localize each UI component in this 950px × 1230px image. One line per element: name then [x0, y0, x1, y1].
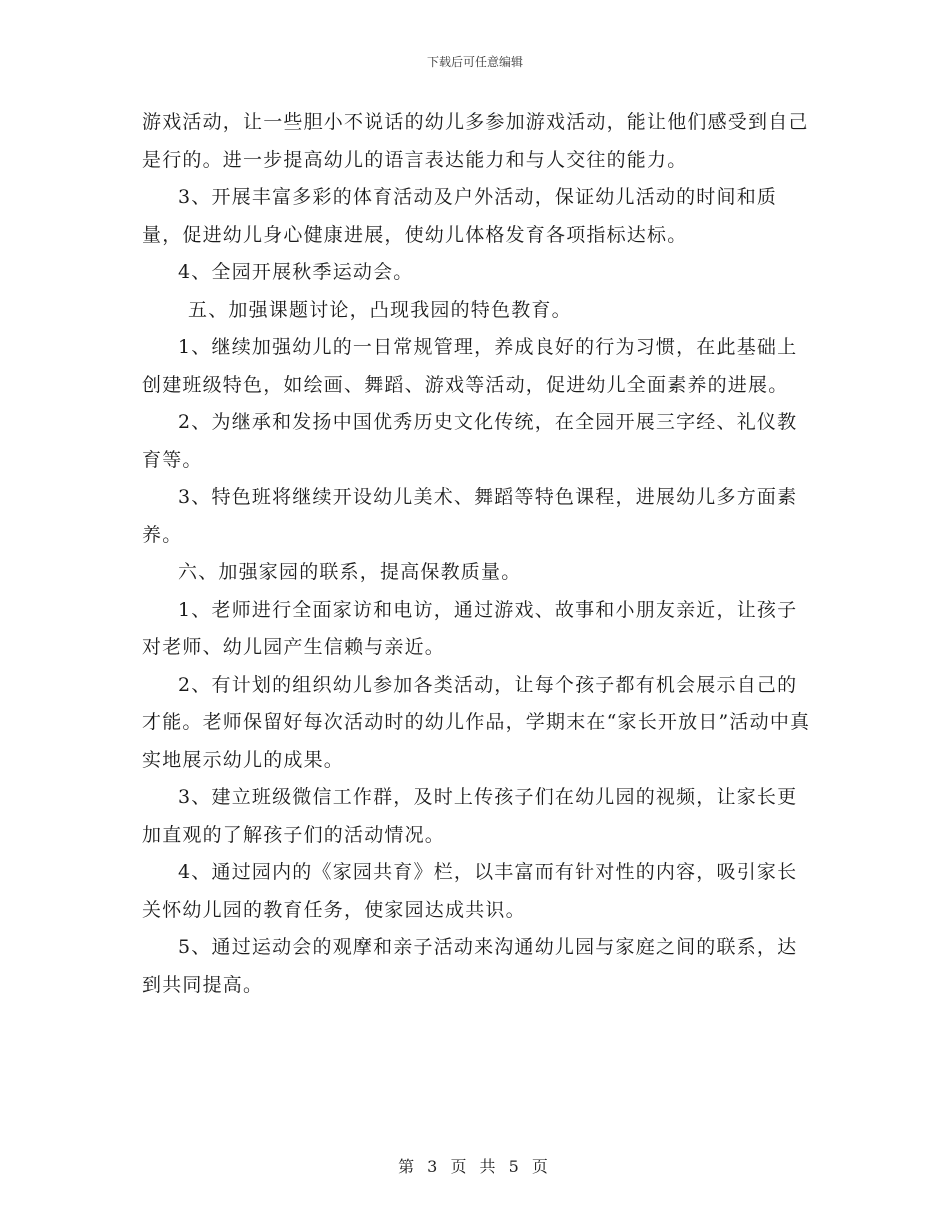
paragraph-item-1-routine: 1、继续加强幼儿的一日常规管理，养成良好的行为习惯，在此基础上创建班级特色，如绘画、舞蹈、游戏等活动，促进幼儿全面素养的进展。: [142, 336, 798, 396]
paragraph-item-1-home-visit: 1、老师进行全面家访和电访，通过游戏、故事和小朋友亲近，让孩子对老师、幼儿园产生信赖与亲近。: [142, 598, 798, 658]
page-number-footer: 第 3 页 共 5 页: [398, 1157, 552, 1176]
paragraph-continuation: 游戏活动，让一些胆小不说话的幼儿多参加游戏活动，能让他们感受到自己是行的。进一步提高幼儿的语言表达能力和与人交往的能力。: [142, 111, 809, 171]
page-header: 下载后可任意编辑: [426, 55, 523, 69]
paragraph-item-3-special-class: 3、特色班将继续开设幼儿美术、舞蹈等特色课程，进展幼儿多方面素养。: [142, 486, 798, 546]
paragraph-item-3-sports: 3、开展丰富多彩的体育活动及户外活动，保证幼儿活动的时间和质量，促进幼儿身心健康进展，使幼儿体格发育各项指标达标。: [142, 186, 778, 246]
section-heading-6: 六、加强家园的联系，提高保教质量。: [178, 561, 522, 583]
paragraph-item-5-parent-child: 5、通过运动会的观摩和亲子活动来沟通幼儿园与家庭之间的联系，达到共同提高。: [142, 936, 798, 996]
paragraph-item-2-culture: 2、为继承和发扬中国优秀历史文化传统，在全园开展三字经、礼仪教育等。: [142, 411, 798, 471]
paragraph-item-2-activities: 2、有计划的组织幼儿参加各类活动，让每个孩子都有机会展示自己的才能。老师保留好每次活动时的幼儿作品，学期末在“家长开放日”活动中真实地展示幼儿的成果。: [142, 673, 811, 771]
paragraph-item-3-wechat: 3、建立班级微信工作群，及时上传孩子们在幼儿园的视频，让家长更加直观的了解孩子们的活动情况。: [142, 786, 798, 846]
document-body: [142, 104, 812, 1004]
paragraph-item-4-bulletin: 4、通过园内的《家园共育》栏，以丰富而有针对性的内容，吸引家长关怀幼儿园的教育任务，使家园达成共识。: [142, 861, 798, 921]
section-heading-5: 五、加强课题讨论，凸现我园的特色教育。: [188, 298, 572, 321]
paragraph-item-4-sports-meet: 4、全园开展秋季运动会。: [178, 261, 414, 283]
